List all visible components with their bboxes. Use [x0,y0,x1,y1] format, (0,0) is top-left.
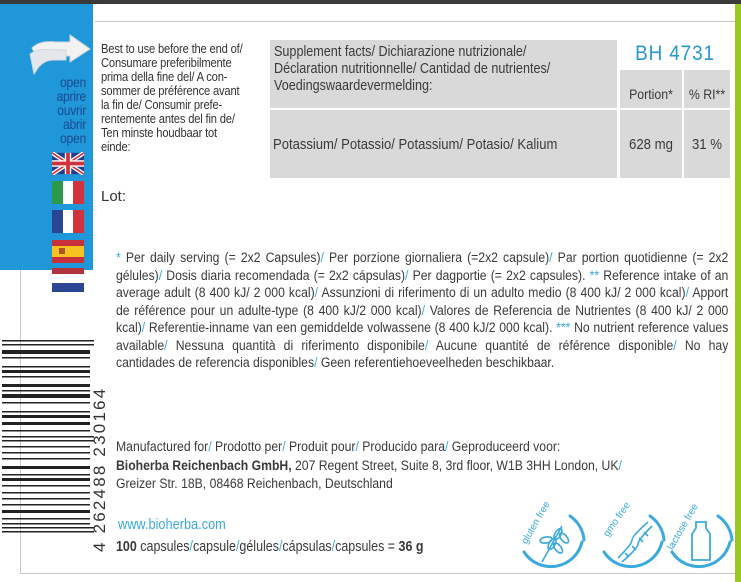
best-before-text [101,42,271,154]
slash: / [189,539,193,555]
divider-top [95,21,735,22]
slash: / [673,337,677,354]
slash: / [331,539,336,555]
open-arrow-icon [26,34,92,76]
dna-icon [618,522,652,562]
capsule-count: 100 [116,539,137,555]
ri-es: Valores de Referencia de Nutrientes (8 400 kJ/ 2 000 kcal) [116,302,729,336]
manufacturer-address-uk [116,457,718,476]
qty-word: capsules = [335,539,399,555]
slash: / [158,267,163,284]
bbe-line: Consumare preferibilmente [101,55,232,70]
manufacturer-block [116,438,718,494]
mfr-label-fr: Produit pour [285,439,356,455]
asterisk-1: * [116,250,121,266]
wheat-icon [540,526,571,562]
milk-bottle-icon [692,522,710,560]
france-flag-icon [52,210,84,233]
table-cell-portion [620,110,682,178]
column-header-portion [620,70,682,108]
column-header-ri [684,70,730,108]
manufacturer-labels [116,438,718,457]
lactose-free-badge [660,500,740,572]
asterisk-3: *** [556,320,571,336]
open-word-es: abrir [63,117,86,132]
italy-flag-icon [52,181,84,204]
bbe-line: einde: [101,139,131,154]
website-link[interactable]: www.bioherba.com [118,517,226,533]
company-name: Bioherba Reichenbach GmbH, [116,457,292,474]
column-header-label: Portion* [629,86,673,102]
slash: / [445,439,449,455]
nr-nl: Geen referentiehoeveelheden beschikbaar. [317,355,555,371]
slash: / [314,355,318,371]
quantity-line [116,539,423,555]
qty-word: gélules [239,539,279,555]
ri-nl: Referentie-inname van een gemiddelde volwassene (8 400 kJ/2 000 kcal). [145,320,557,336]
table-row-nutrient [270,110,617,178]
slash: / [618,457,622,474]
slash: / [355,439,359,455]
address-uk: 207 Regent Street, Suite 8, 3rd floor, W1B 3HH London, UK [291,457,619,474]
column-header-label: % RI** [688,86,726,102]
divider-bottom [20,573,735,574]
slash: / [282,439,286,455]
open-word-en: open [60,75,86,90]
qty-word: capsule [192,539,236,555]
bbe-line: rentemente antes del fin de/ [101,111,235,126]
serving-fr: Par portion quotidienne (= 2x2 gélules) [116,250,729,284]
barcode-digits: 4 262488 230164 [90,386,109,552]
green-edge-stripe [735,4,741,582]
barcode-number [90,352,110,552]
lot-label: Lot: [101,188,127,205]
mfr-label-it: Prodotto per [211,439,283,455]
asterisk-2: ** [589,267,600,284]
nr-en: No nutrient reference values available [116,320,729,354]
serving-it: Per porzione giornaliera (=2x2 capsule) [323,250,550,266]
net-weight: 36 g [398,539,424,555]
badge-label: gmo free [601,500,633,539]
slash: / [278,539,283,555]
ri-it: Assunzioni di riferimento di un adulto medio (8 400 kJ/ 2 000 kcal) [318,285,686,301]
badge-label: lactose free [665,501,701,553]
slash: / [549,250,553,266]
bbe-line: sommer de préférence avant [101,83,240,98]
slash: / [424,337,429,354]
ri-fr: Apport de référence pour un adulte-type (8 400 kJ/2 000 kcal) [116,285,729,319]
bbe-line: Ten minste houdbaar tot [101,125,218,140]
serving-nl: Per dagportie (= 2x2 capsules). [408,267,590,284]
address-de: Greizer Str. 18B, 08468 Reichenbach, Deutschland [116,476,393,492]
slash: / [421,302,426,319]
open-word-nl: open [60,131,86,146]
slash: / [405,267,409,284]
slash: / [320,250,324,266]
badge-label: gluten free [519,500,553,547]
slash: / [314,285,319,301]
barcode-icon [2,340,96,552]
facts-header-cell [270,40,617,108]
facts-title [274,44,622,95]
mfr-label-nl: Geproduceerd voor: [448,439,561,455]
footnotes [116,250,728,373]
slash: / [141,320,146,336]
serving-en: Per daily serving (= 2x2 Capsules) [120,250,321,266]
serving-es: Dosis diaria recomendada (= 2x2 cápsulas) [162,267,406,284]
table-cell-ri [684,110,730,178]
slash: / [164,337,168,354]
supplement-facts-table [270,40,730,180]
open-panel [0,4,93,270]
bbe-line: Best to use before the end of/ [101,41,243,56]
nutrient-name: Potassium/ Potassio/ Potassium/ Potasio/ Kalium [273,136,558,153]
qty-word: cápsulas [282,539,332,555]
slash: / [208,439,212,455]
nr-it: Nessuna quantità di riferimento disponibile [167,337,425,354]
open-word-fr: ouvrir [57,103,86,118]
spain-flag-icon [52,240,84,263]
nr-es: No hay cantidades de referencia disponibles [116,337,729,371]
bbe-line: prima della fine del/ A con- [101,69,228,84]
slash: / [235,539,240,555]
qty-word: capsules [136,539,190,555]
facts-title-line: Déclaration nutritionnelle/ Cantidad de nutrientes/ [274,61,551,77]
gluten-free-badge [512,500,592,572]
mfr-label-en: Manufactured for [116,439,209,455]
open-words [20,76,86,146]
product-code: BH 4731 [626,40,725,67]
facts-title-line: Voedingswaardevermelding: [274,78,433,94]
mfr-label-es: Producido para [358,439,446,455]
slash: / [685,285,689,301]
uk-flag-icon [52,152,84,175]
bbe-line: la fin de/ Consumir prefe- [101,97,223,112]
ri-value: 31 % [691,136,723,153]
netherlands-flag-lower [52,268,84,293]
facts-title-line: Supplement facts/ Dichiarazione nutrizionale/ [274,44,527,60]
portion-value: 628 mg [628,136,674,153]
ri-en: Reference intake of an average adult (8 400 kJ/ 2 000 kcal) [116,267,729,301]
nr-fr: Aucune quantité de référence disponible [428,337,674,354]
open-word-it: aprire [56,89,86,104]
